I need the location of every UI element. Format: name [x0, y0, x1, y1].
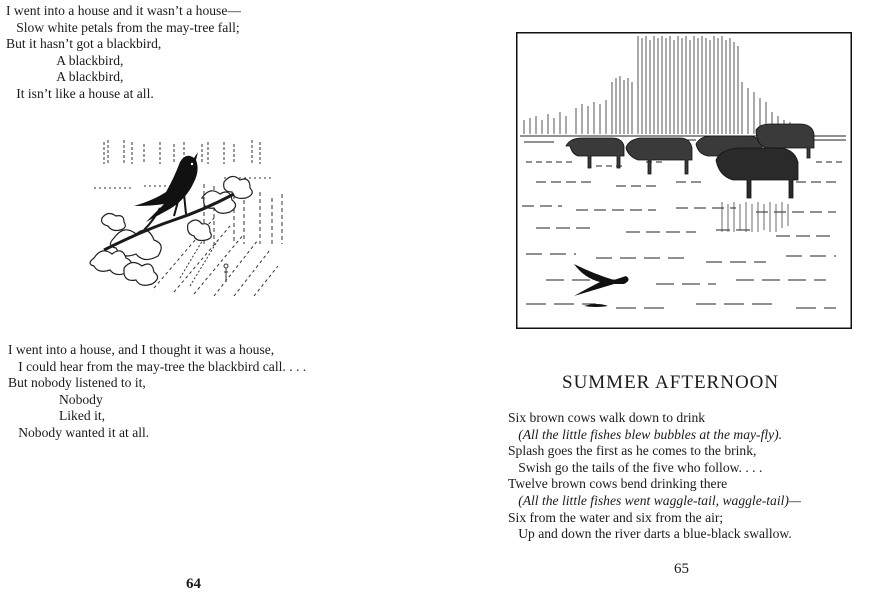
poem-line: (All the little fishes went waggle-tail, waggle-tail)—: [508, 492, 801, 508]
poem-stanza-1: [6, 3, 241, 103]
poem-summer-afternoon: [508, 410, 801, 543]
blackbird-illustration: [84, 128, 306, 300]
poem-line: Swish go the tails of the five who follow. . . .: [508, 459, 763, 475]
poem-line: Splash goes the first as he comes to the brink,: [508, 443, 757, 459]
poem-title: SUMMER AFTERNOON: [562, 372, 780, 393]
poem-line: I went into a house and it wasn’t a house—: [6, 3, 241, 18]
poem-stanza-2: [8, 342, 306, 442]
poem-line: But it hasn’t got a blackbird,: [6, 36, 162, 52]
cows-river-illustration: [516, 32, 852, 329]
page-number-left: 64: [186, 576, 201, 592]
poem-line: Up and down the river darts a blue-black swallow.: [508, 526, 792, 542]
poem-line: But nobody listened to it,: [8, 375, 146, 391]
poem-line: A blackbird,: [6, 69, 124, 85]
poem-line: Nobody: [8, 391, 103, 407]
page-number-right: 65: [674, 561, 689, 577]
poem-line: (All the little fishes blew bubbles at the may-fly).: [508, 426, 783, 442]
poem-line: I went into a house, and I thought it was a house,: [8, 342, 275, 357]
poem-line: Liked it,: [8, 408, 106, 424]
poem-line: Nobody wanted it at all.: [8, 424, 150, 440]
left-page: [0, 0, 438, 594]
poem-line: A blackbird,: [6, 52, 124, 68]
poem-line: I could hear from the may-tree the blackbird call. . . .: [8, 358, 307, 374]
poem-line: Six brown cows walk down to drink: [508, 410, 706, 425]
poem-line: It isn’t like a house at all.: [6, 85, 154, 101]
poem-line: Six from the water and six from the air;: [508, 509, 724, 525]
right-page: [438, 0, 877, 594]
poem-line: Slow white petals from the may-tree fall;: [6, 19, 240, 35]
poem-line: Twelve brown cows bend drinking there: [508, 476, 728, 492]
